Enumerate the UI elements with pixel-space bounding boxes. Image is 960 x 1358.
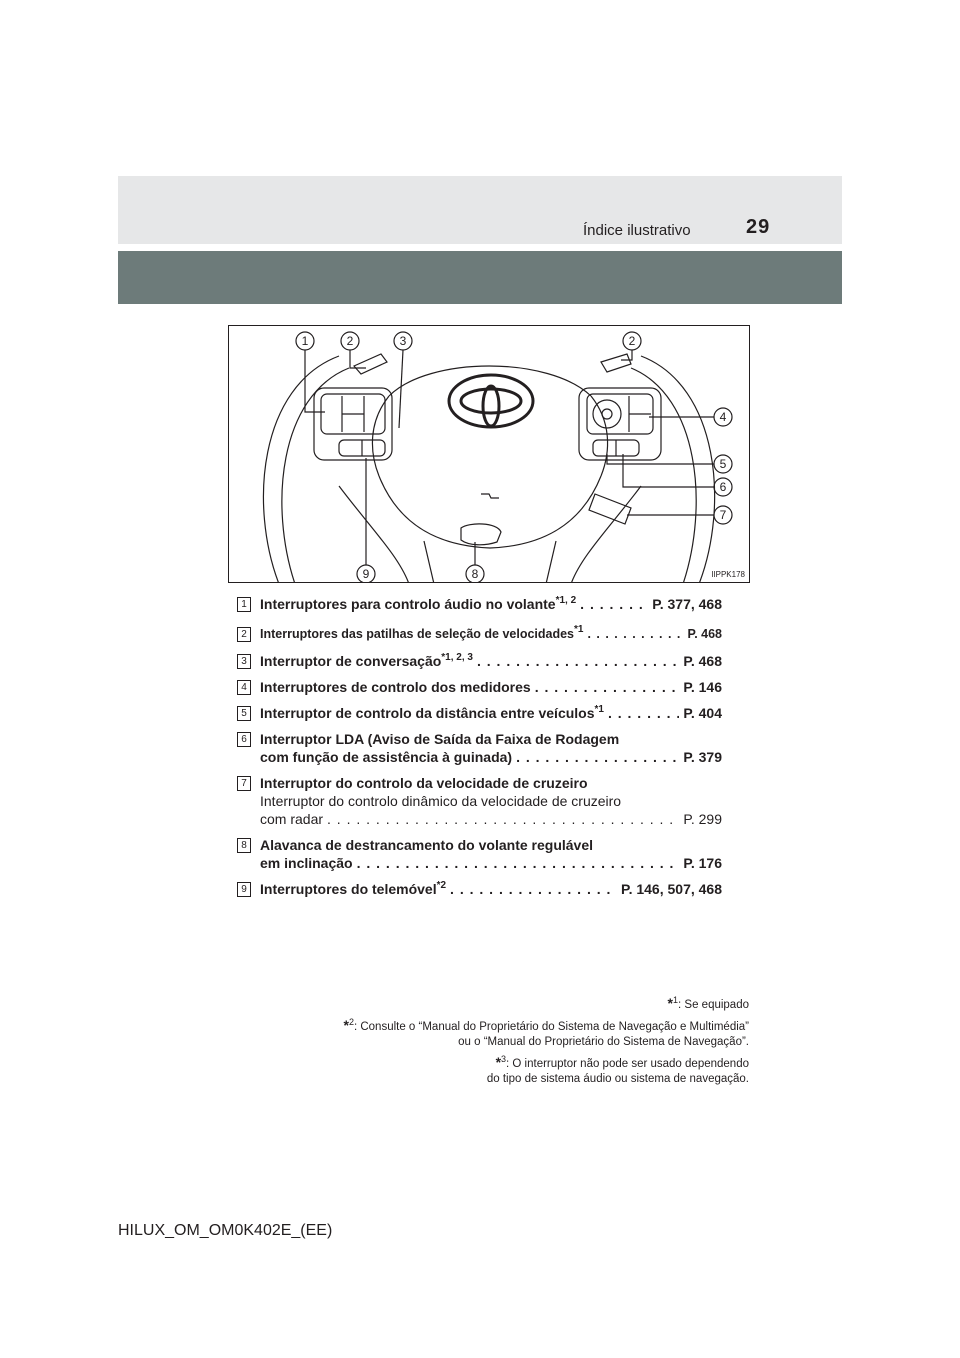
item-footnote-ref: *1 [594,704,604,715]
item-number-badge: 4 [237,680,251,695]
item-page-ref: P. 176 [683,855,722,871]
item-label-line: Interruptor do controlo da velocidade de cruzeiro [260,775,588,791]
section-title: Índice ilustrativo [583,222,691,239]
item-label-line: Alavanca de destrancamento do volante regulável [260,837,594,853]
item-page-ref: P. 299 [683,811,722,827]
fig-callout-7: 7 [719,508,727,522]
item-label: Interruptor de controlo da distância entre veículos [260,705,595,721]
item-page-ref: P. 146, 507, 468 [621,881,722,897]
document-code: HILUX_OM_OM0K402E_(EE) [118,1222,333,1239]
fig-callout-8: 8 [471,567,479,581]
item-number-badge: 3 [237,654,251,669]
header-band-light [118,176,842,244]
item-label-line: em inclinação [260,855,353,871]
item-number-badge: 5 [237,706,251,721]
footnotes [189,996,749,1092]
item-footnote-ref: *2 [436,880,447,891]
item-label: Interruptores das patilhas de seleção de velocidades [260,627,575,641]
header-band-dark [118,251,842,304]
fig-callout-3: 3 [399,334,407,348]
item-page-ref: P. 379 [683,749,722,765]
item-label: Interruptores para controlo áudio no volante [260,596,556,612]
item-number-badge: 7 [237,776,251,791]
footnote: *$^1$: Se equipado [667,995,749,1011]
steering-wheel-drawing [229,326,750,583]
fig-callout-5: 5 [719,457,727,471]
item-number-badge: 6 [237,732,251,747]
fig-callout-2b: 2 [628,334,636,348]
item-label-line: Interruptor LDA (Aviso de Saída da Faixa de Rodagem [260,731,620,747]
item-page-ref: P. 377, 468 [652,596,722,612]
item-number-badge: 2 [237,627,251,642]
item-label: Interruptor de conversação [260,653,442,669]
item-footnote-ref: *1 [574,624,584,635]
fig-callout-9: 9 [362,567,370,581]
item-page-ref: P. 468 [687,627,722,641]
footnote: *$^3$: O interruptor não pode ser usado dependendo do tipo de sistema áudio ou sistema de navegação. [486,1054,749,1085]
item-page-ref: P. 468 [683,653,722,669]
item-page-ref: P. 404 [683,705,722,721]
steering-wheel-illustration [228,325,750,583]
fig-callout-4: 4 [719,410,727,424]
item-page-ref: P. 146 [683,679,722,695]
item-label-line: Interruptor do controlo dinâmico da velocidade de cruzeiro [260,793,622,809]
item-label-line: com radar [260,811,324,827]
item-footnote-ref: *1, 2 [555,595,577,606]
page-number: 29 [746,216,771,238]
fig-callout-2a: 2 [346,334,354,348]
fig-callout-1: 1 [301,334,309,348]
item-label: Interruptores de controlo dos medidores [260,679,531,695]
figure-code: IIPPK178 [711,570,745,579]
item-number-badge: 8 [237,838,251,853]
item-label: Interruptores do telemóvel [260,881,437,897]
item-label-line: com função de assistência à guinada) [260,749,513,765]
fig-callout-6: 6 [719,480,727,494]
item-footnote-ref: *1, 2, 3 [441,652,473,663]
item-number-badge: 9 [237,882,251,897]
footnote: *$^2$: Consulte o “Manual do Proprietário do Sistema de Navegação e Multimédia” ou o “Manual do Proprietário do Sistema de Navegação”. [343,1017,749,1048]
item-number-badge: 1 [237,597,251,612]
